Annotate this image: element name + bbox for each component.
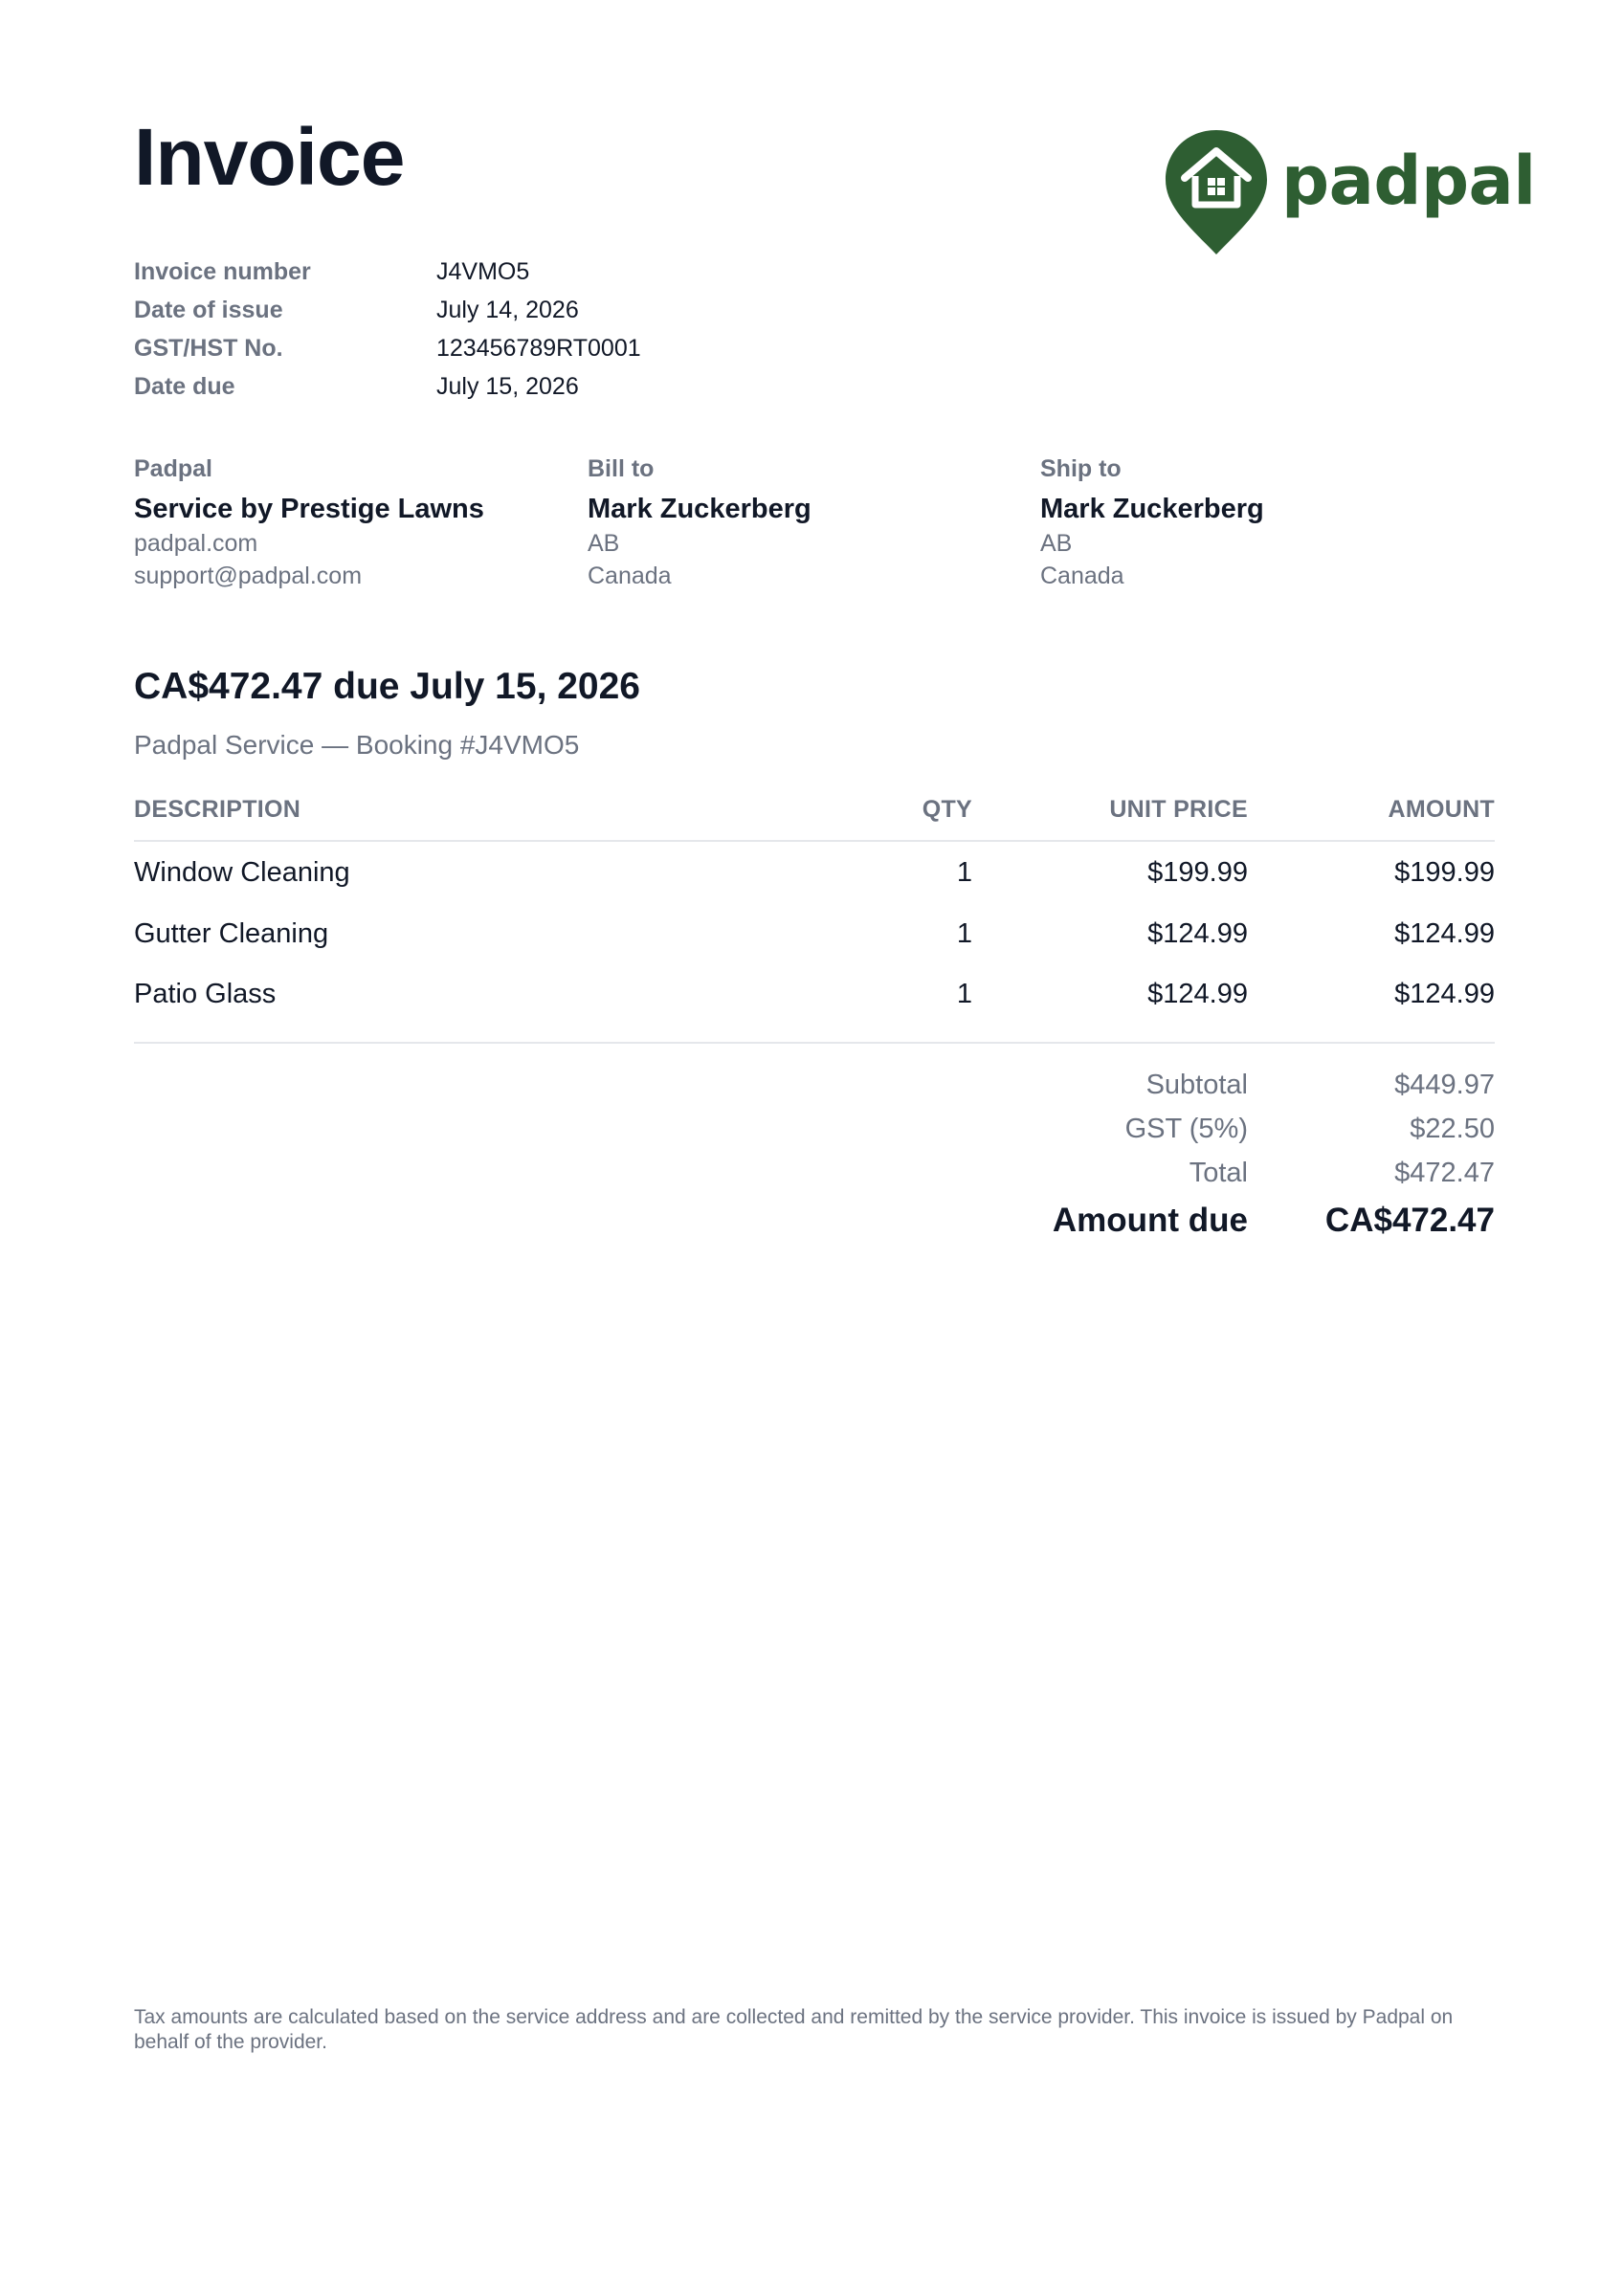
ship-to-block xyxy=(1040,455,1461,595)
location-pin-home-icon xyxy=(1164,128,1269,256)
table-divider xyxy=(134,1042,1495,1044)
ship-to-heading: Ship to xyxy=(1040,455,1122,482)
total-row xyxy=(134,1158,1495,1202)
item-amount: $124.99 xyxy=(1394,979,1495,1009)
bill-to-name: Mark Zuckerberg xyxy=(588,494,812,524)
meta-label: Date of issue xyxy=(134,297,283,323)
table-row xyxy=(134,918,1495,980)
item-unit-price: $199.99 xyxy=(1147,857,1248,888)
meta-value: 123456789RT0001 xyxy=(436,335,641,362)
item-qty: 1 xyxy=(956,918,972,949)
amount-due-label: Amount due xyxy=(1052,1202,1248,1239)
meta-value: J4VMO5 xyxy=(436,258,530,285)
ship-to-name: Mark Zuckerberg xyxy=(1040,494,1264,524)
invoice-page xyxy=(134,0,1536,2296)
invoice-title: Invoice xyxy=(134,112,405,202)
logo-wordmark: padpal xyxy=(1281,142,1536,220)
tax-row xyxy=(134,1114,1495,1158)
tax-footnote: Tax amounts are calculated based on the service address and are collected and remitted by the service provider. This invoice is issued by Padpal on behalf of the provider. xyxy=(134,2006,1454,2053)
item-description: Patio Glass xyxy=(134,979,277,1009)
amount-due-row xyxy=(134,1202,1495,1246)
from-block xyxy=(134,455,555,595)
total-value: $472.47 xyxy=(1394,1158,1495,1188)
item-unit-price: $124.99 xyxy=(1147,979,1248,1009)
total-label: Total xyxy=(1189,1158,1248,1188)
item-qty: 1 xyxy=(956,857,972,888)
column-header-description: DESCRIPTION xyxy=(134,796,301,823)
subtotal-value: $449.97 xyxy=(1394,1070,1495,1100)
subtotal-label: Subtotal xyxy=(1145,1070,1248,1100)
item-amount: $199.99 xyxy=(1394,857,1495,888)
bill-to-country: Canada xyxy=(588,563,672,589)
meta-value: July 15, 2026 xyxy=(436,373,579,400)
bill-to-heading: Bill to xyxy=(588,455,655,482)
from-website: padpal.com xyxy=(134,530,258,557)
ship-to-region: AB xyxy=(1040,530,1073,557)
meta-label: Date due xyxy=(134,373,235,400)
amount-due-value: CA$472.47 xyxy=(1324,1202,1495,1239)
item-unit-price: $124.99 xyxy=(1147,918,1248,949)
padpal-logo xyxy=(1164,128,1536,256)
item-description: Window Cleaning xyxy=(134,857,350,888)
meta-label: Invoice number xyxy=(134,258,311,285)
tax-label: GST (5%) xyxy=(1124,1114,1248,1144)
tax-value: $22.50 xyxy=(1410,1114,1495,1144)
subtotal-row xyxy=(134,1070,1495,1114)
from-email: support@padpal.com xyxy=(134,563,363,589)
bill-to-block xyxy=(588,455,1009,595)
from-heading: Padpal xyxy=(134,455,212,482)
column-header-unit-price: UNIT PRICE xyxy=(1109,796,1248,823)
column-header-qty: QTY xyxy=(922,796,972,823)
item-qty: 1 xyxy=(956,979,972,1009)
ship-to-country: Canada xyxy=(1040,563,1124,589)
item-amount: $124.99 xyxy=(1394,918,1495,949)
table-row xyxy=(134,979,1495,1040)
from-name: Service by Prestige Lawns xyxy=(134,494,484,524)
table-header xyxy=(134,796,1495,842)
bill-to-region: AB xyxy=(588,530,620,557)
meta-label: GST/HST No. xyxy=(134,335,283,362)
amount-due-heading: CA$472.47 due July 15, 2026 xyxy=(134,666,640,707)
column-header-amount: AMOUNT xyxy=(1388,796,1495,823)
item-description: Gutter Cleaning xyxy=(134,918,329,949)
booking-subtitle: Padpal Service — Booking #J4VMO5 xyxy=(134,730,580,760)
meta-value: July 14, 2026 xyxy=(436,297,579,323)
table-row xyxy=(134,857,1495,918)
